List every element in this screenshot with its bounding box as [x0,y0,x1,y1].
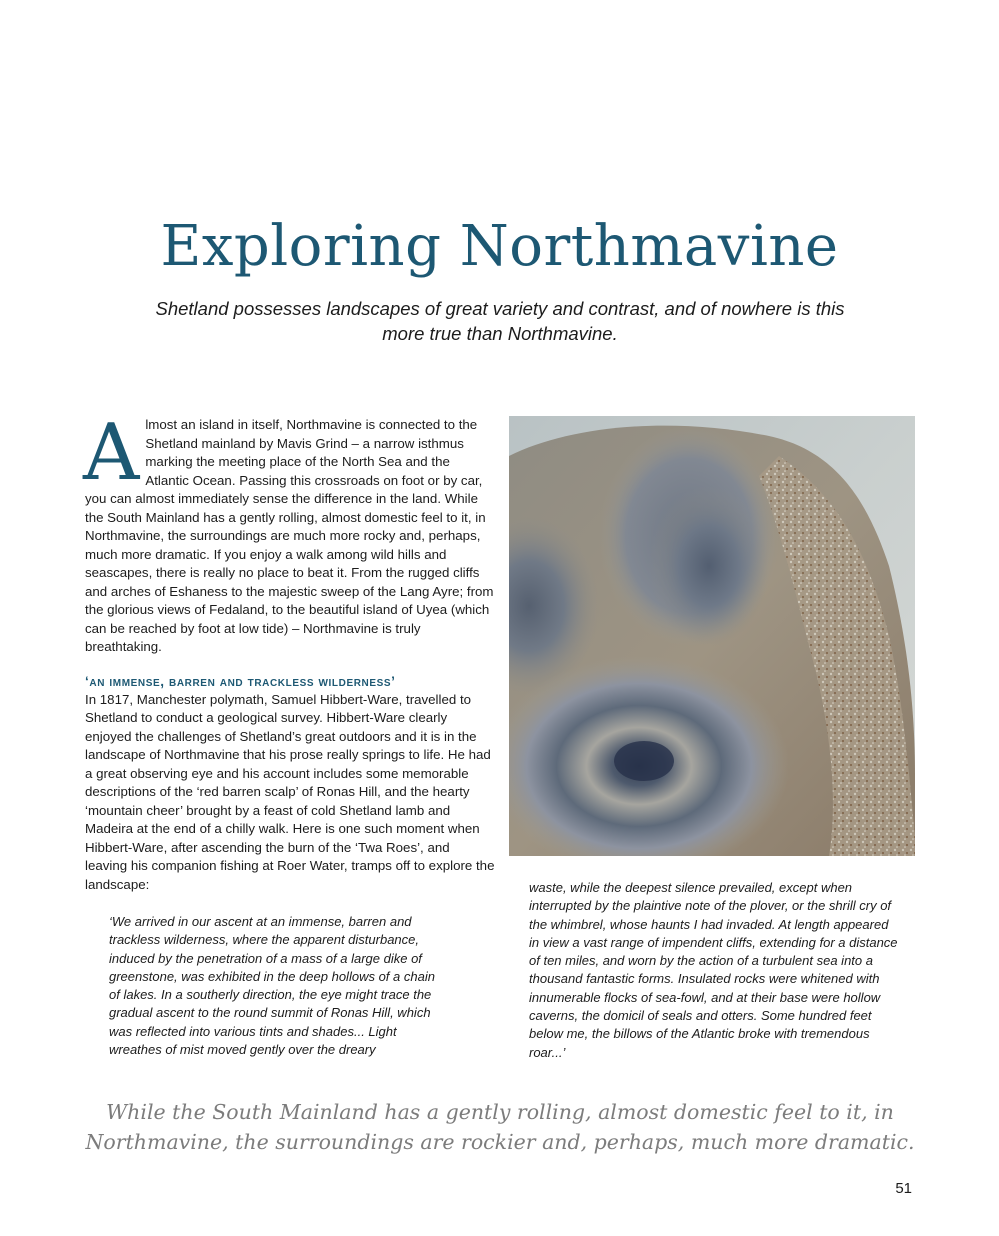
intro-paragraph [83,408,495,657]
intro-text: lmost an island in itself, Northmavine is connected to the Shetland mainland by Mavis Grind – a narrow isthmus marking the meeting place of the North Sea and the Atlantic Ocean. Passing this crossroads on foot or by car, you can almost immediately sense the difference in the land. While the South Mainland has a gently rolling, almost domestic feel to it, in Northmavine, the surroundings are much more rocky and, perhaps, much more dramatic. If you enjoy a walk among wild hills and seascapes, there is really no place to beat it. From the rugged cliffs and arches of Eshaness to the majestic sweep of the Lang Ayre; from the glorious views of Fedaland, to the beautiful island of Uyea (which can be reached by foot at low tide) – Northmavine is truly breathtaking. [85,417,494,654]
orbicular-rock-photo [509,416,915,856]
page-number: 51 [895,1180,912,1197]
pull-quote: While the South Mainland has a gently rolling, almost domestic feel to it, in Northmavine, the surroundings are rockier and, perhaps, much more dramatic. [85,1100,915,1154]
quote-part-1: ‘We arrived in our ascent at an immense, barren and trackless wilderness, where the apparent disturbance, induced by the penetration of a mass of a large dike of greenstone, was exhibited in the deep hollows of a chain of lakes. In a southerly direction, the eye might trace the gradual ascent to the round summit of Ronas Hill, which was reflected into various tints and shades... Light wreathes of mist moved gently over the dreary [109,914,435,1058]
subtitle: Shetland possesses landscapes of great variety and contrast, and of nowhere is this more true than Northmavine. [155,298,845,344]
quote-part-2: waste, while the deepest silence prevailed, except when interrupted by the plaintive note of the plover, or the shrill cry of the whimbrel, whose haunts I had invaded. At length appeared in view a vast range of impendent cliffs, extending for a distance of ten miles, and worn by the action of a turbulent sea into a thousand fantastic forms. Insulated rocks were whitened with innumerable flocks of sea-fowl, and at their base were hollow caverns, the domicil of seals and otters. Some hundred feet below me, the billows of the Atlantic broke with tremendous roar...’ [529,880,898,1060]
page-title: Exploring Northmavine [160,214,839,279]
rock-image [509,416,915,856]
section-heading: ‘an immense, barren and trackless wilderness’ [85,673,396,689]
left-column [83,408,495,894]
drop-cap: A [83,408,140,498]
section-paragraph: In 1817, Manchester polymath, Samuel Hibbert-Ware, travelled to Shetland to conduct a geological survey. Hibbert-Ware clearly enjoyed the challenges of Shetland’s great outdoors and it is in the landscape of Northmavine that his prose really springs to life. He had a great observing eye and his account includes some memorable descriptions of the ‘red barren scalp’ of Ronas Hill, and the hearty ‘mountain cheer’ brought by a feast of cold Shetland lamb and Madeira at the end of a chilly walk. Here is one such moment when Hibbert-Ware, after ascending the burn of the ‘Twa Roes’, and leaving his companion fishing at Roer Water, tramps off to explore the landscape: [85,691,495,892]
